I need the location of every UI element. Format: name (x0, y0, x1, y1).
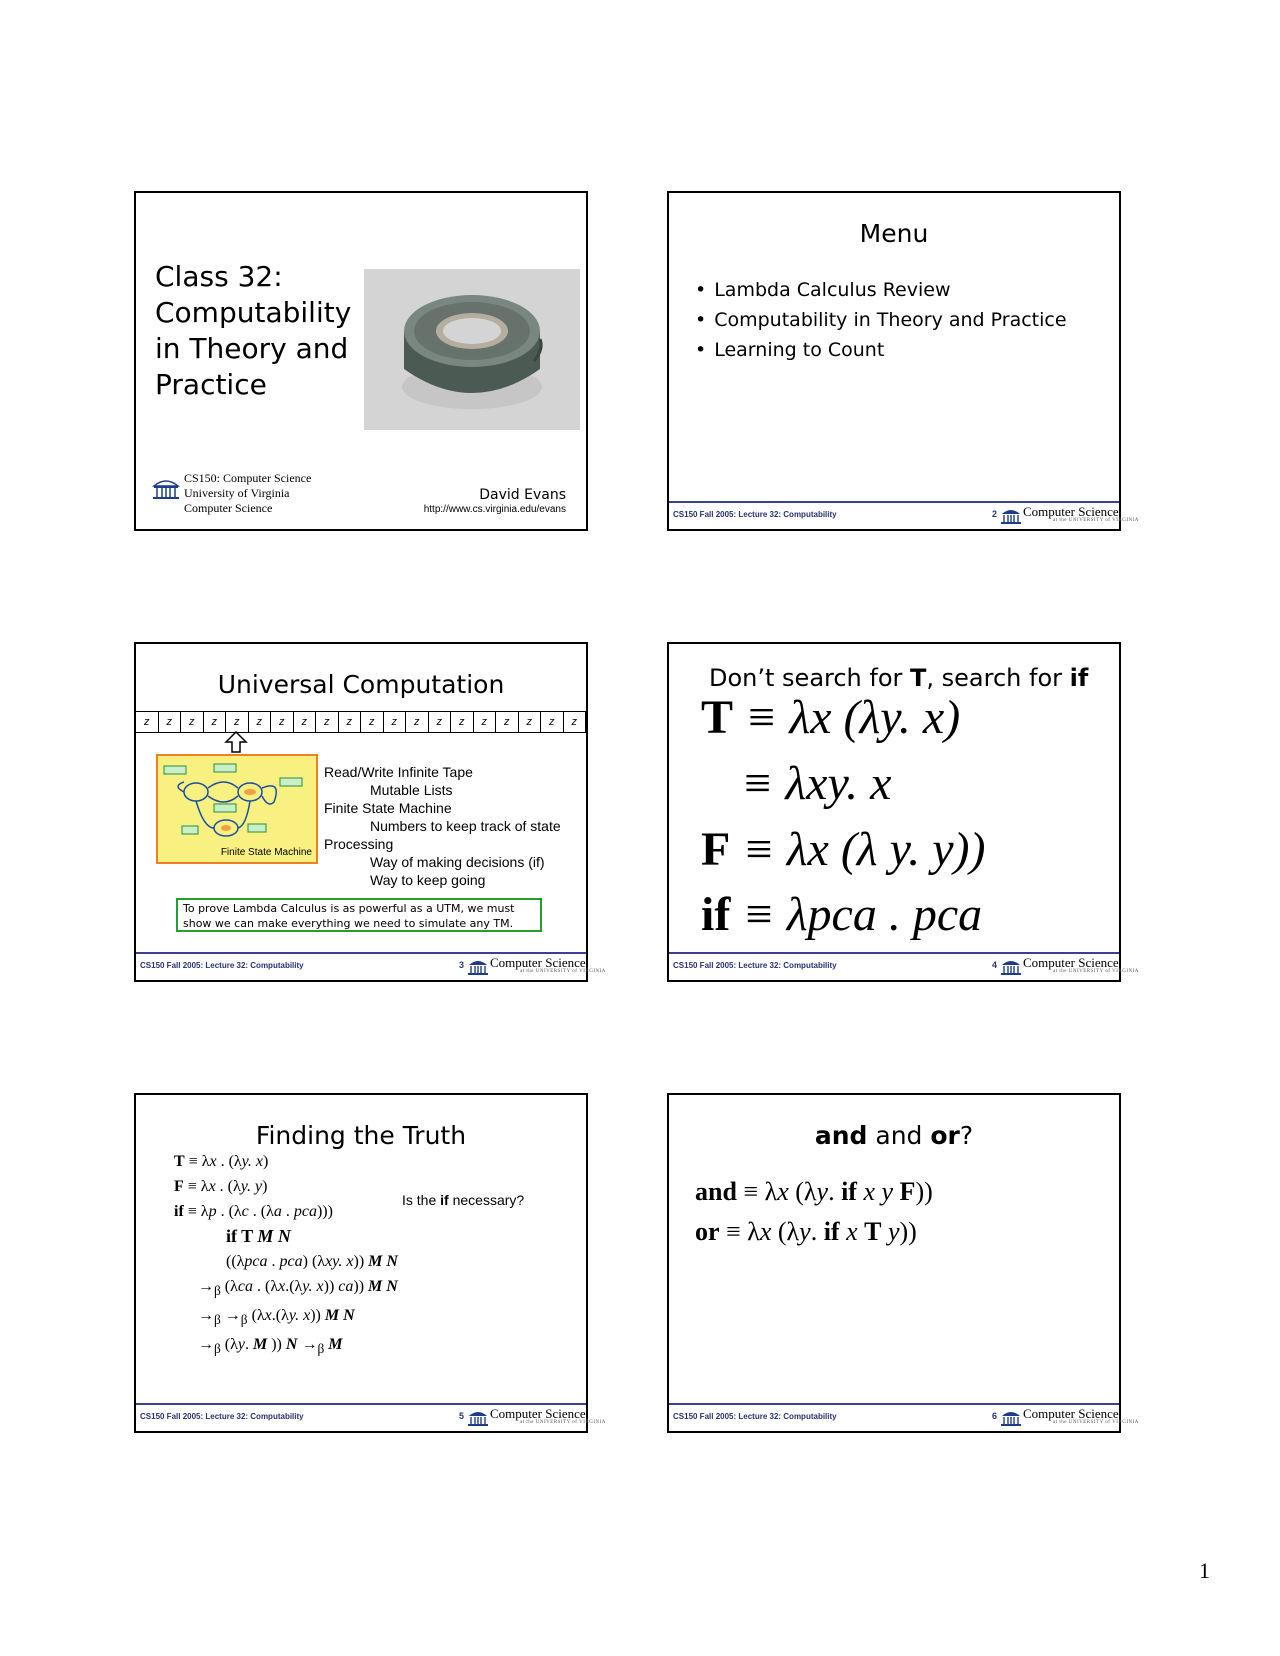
derivation-step: if T M N (226, 1226, 291, 1246)
tape-cell: z (226, 712, 249, 732)
utm-components: Read/Write Infinite Tape Mutable Lists Finite State Machine Numbers to keep track of state Processing Way of making decisions (if) Way to keep going (324, 764, 561, 888)
slide-4 (667, 642, 1139, 982)
tape-cell: z (541, 712, 564, 732)
author-name: David Evans (479, 487, 566, 503)
rotunda-icon (1001, 958, 1021, 975)
cs-logo: Computer Science at the UNIVERSITY of VIRGINIA (468, 955, 582, 977)
footer-text: CS150 Fall 2005: Lecture 32: Computability (140, 1412, 304, 1421)
menu-list (695, 275, 1067, 365)
true-definition: T ≡ λx . (λy. x) (174, 1153, 269, 1170)
tape-cell: z (519, 712, 542, 732)
or-definition: or ≡ λx (λy. if x T y)) (695, 1217, 917, 1246)
slide-3 (134, 642, 606, 982)
footer-text: CS150 Fall 2005: Lecture 32: Computability (673, 961, 837, 970)
duct-tape-photo (364, 269, 580, 430)
slide-footer (669, 1403, 1139, 1431)
list-item: • Learning to Count (695, 335, 1067, 365)
tape-cell: z (451, 712, 474, 732)
slide-1 (134, 191, 588, 531)
rotunda-icon (1001, 507, 1021, 524)
false-definition: F ≡ λx . (λy. y) (174, 1178, 268, 1195)
finite-state-machine-diagram (156, 754, 318, 864)
tape-cell: z (136, 712, 159, 732)
tape-cell: z (564, 712, 587, 732)
tape-cell: z (384, 712, 407, 732)
side-question: Is the if necessary? (402, 1192, 525, 1208)
tape-cell: z (339, 712, 362, 732)
tape-cell: z (204, 712, 227, 732)
footer-text: CS150 Fall 2005: Lecture 32: Computability (140, 961, 304, 970)
page-number: 1 (1199, 1558, 1210, 1583)
slide-number: 5 (458, 1411, 464, 1421)
tape-cell: z (406, 712, 429, 732)
slide-6-title: and and or? (814, 1121, 974, 1150)
tape-cell: z (249, 712, 272, 732)
cs-logo: Computer Science at the UNIVERSITY of VIRGINIA (1001, 955, 1115, 977)
slide-number: 6 (991, 1411, 997, 1421)
fsm-label: Finite State Machine (220, 847, 312, 858)
slide-number: 3 (458, 960, 464, 970)
tape-cell: z (294, 712, 317, 732)
derivation-step: $\to_\beta$ (λca . (λx.(λy. x)) ca)) M N (198, 1278, 398, 1299)
uva-rotunda-icon (152, 476, 180, 504)
cs-logo: Computer Science at the UNIVERSITY of VIRGINIA (468, 1406, 582, 1428)
slide-2 (667, 191, 1139, 531)
slide-footer (669, 952, 1139, 980)
rotunda-icon (1001, 1409, 1021, 1426)
slide-footer (136, 1403, 606, 1431)
footer-text: CS150 Fall 2005: Lecture 32: Computability (673, 1412, 837, 1421)
institution-text: CS150: Computer Science University of Virginia Computer Science (184, 471, 312, 515)
list-item: • Lambda Calculus Review (695, 275, 1067, 305)
tape-cell: z (271, 712, 294, 732)
cs-logo: Computer Science at the UNIVERSITY of VIRGINIA (1001, 1406, 1115, 1428)
slide-number: 2 (991, 509, 997, 519)
truth-derivation (174, 1149, 398, 1362)
author-url[interactable]: http://www.cs.virginia.edu/evans (423, 504, 566, 515)
slide-5 (134, 1093, 606, 1433)
tape-cell: z (429, 712, 452, 732)
list-item: • Computability in Theory and Practice (695, 305, 1067, 335)
slide-5-title: Finding the Truth (255, 1121, 467, 1150)
slide-footer (669, 501, 1139, 529)
slide-3-title: Universal Computation (217, 670, 505, 699)
slide-1-title: Class 32: Computability in Theory and Practice (155, 260, 352, 401)
tape-cell: z (316, 712, 339, 732)
if-definition: if ≡ λpca . pca (701, 888, 983, 941)
slide-6 (667, 1093, 1139, 1433)
slide-2-title: Menu (859, 219, 929, 248)
derivation-step: $\to_\beta$ (λy. M )) $N \to_\beta$ M (198, 1336, 343, 1357)
false-definition: F ≡ λx (λ y. y)) (701, 823, 986, 876)
if-definition: if ≡ λp . (λc . (λa . pca))) (174, 1203, 333, 1220)
true-definition: T ≡ λx (λy. x) (701, 691, 961, 744)
rotunda-icon (468, 1409, 488, 1426)
infinite-tape (136, 711, 586, 733)
callout-box: To prove Lambda Calculus is as powerful as a UTM, we must show we can make everything we need to simulate any TM. (176, 898, 542, 932)
cs-logo: Computer Science at the UNIVERSITY of VIRGINIA (1001, 504, 1115, 526)
and-definition: and ≡ λx (λy. if x y F)) (695, 1177, 933, 1206)
tape-cell: z (496, 712, 519, 732)
slide-number: 4 (991, 960, 997, 970)
true-curried-definition: ≡ λxy. x (741, 757, 892, 810)
tape-cell: z (159, 712, 182, 732)
tape-cell: z (361, 712, 384, 732)
slide-footer (136, 952, 606, 980)
tape-cell: z (474, 712, 497, 732)
footer-text: CS150 Fall 2005: Lecture 32: Computability (673, 510, 837, 519)
derivation-step: $\to_\beta \to_\beta$ (λx.(λy. x)) M N (198, 1307, 355, 1328)
derivation-step: ((λpca . pca) (λxy. x)) M N (226, 1253, 398, 1270)
tape-cell: z (181, 712, 204, 732)
slide-4-title: Don’t search for T, search for if (709, 664, 1089, 692)
rotunda-icon (468, 958, 488, 975)
